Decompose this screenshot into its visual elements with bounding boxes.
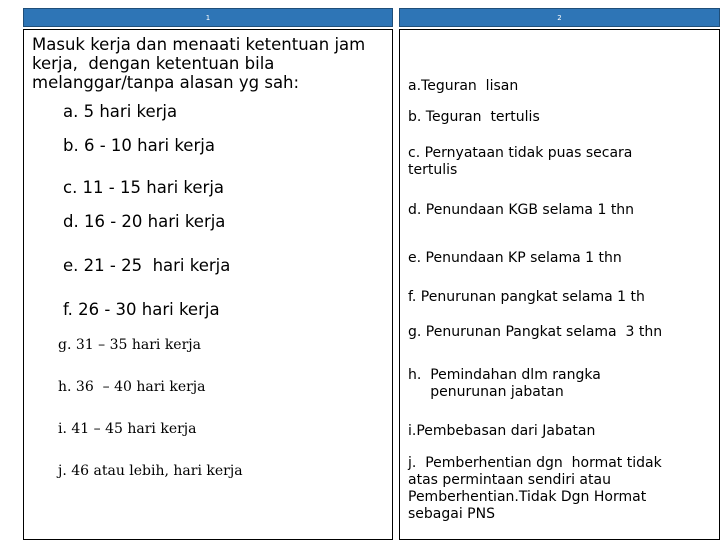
violation-item-h: h. 36 – 40 hari kerja — [58, 379, 206, 395]
sanction-item-g: g. Penurunan Pangkat selama 3 thn — [408, 324, 663, 340]
sanction-item-h: h. Pemindahan dlm rangka — [408, 367, 601, 383]
violation-item-j: j. 46 atau lebih, hari kerja — [58, 463, 243, 479]
violation-column — [23, 29, 393, 540]
sanction-item-j-line2: atas permintaan sendiri atau — [408, 472, 611, 488]
sanction-item-e: e. Penundaan KP selama 1 thn — [408, 250, 622, 266]
sanction-item-j: j. Pemberhentian dgn hormat tidak — [408, 455, 662, 471]
sanction-item-i: i.Pembebasan dari Jabatan — [408, 423, 596, 439]
punishment-table — [23, 8, 720, 540]
violation-item-a: a. 5 hari kerja — [63, 102, 178, 121]
column-header-2: 2 — [399, 8, 720, 27]
intro-line: melanggar/tanpa alasan yg sah: — [32, 73, 300, 92]
violation-item-i: i. 41 – 45 hari kerja — [58, 421, 197, 437]
sanction-item-j-line3: Pemberhentian.Tidak Dgn Hormat — [408, 489, 647, 505]
violation-item-c: c. 11 - 15 hari kerja — [63, 178, 225, 197]
sanction-item-f: f. Penurunan pangkat selama 1 th — [408, 289, 645, 305]
violation-item-d: d. 16 - 20 hari kerja — [63, 212, 226, 231]
column-header-1: 1 — [23, 8, 393, 27]
sanction-item-c-line2: tertulis — [408, 162, 458, 178]
sanction-item-j-line4: sebagai PNS — [408, 506, 495, 522]
violation-item-f: f. 26 - 30 hari kerja — [63, 300, 220, 319]
intro-line: Masuk kerja dan menaati ketentuan jam — [32, 35, 366, 54]
sanction-column — [399, 29, 720, 540]
violation-item-b: b. 6 - 10 hari kerja — [63, 136, 215, 155]
intro-line: kerja, dengan ketentuan bila — [32, 54, 275, 73]
sanction-item-c: c. Pernyataan tidak puas secara — [408, 145, 633, 161]
sanction-item-a: a.Teguran lisan — [408, 78, 519, 94]
violation-item-g: g. 31 – 35 hari kerja — [58, 337, 201, 353]
violation-item-e: e. 21 - 25 hari kerja — [63, 256, 231, 275]
sanction-item-b: b. Teguran tertulis — [408, 109, 540, 125]
sanction-item-d: d. Penundaan KGB selama 1 thn — [408, 202, 635, 218]
sanction-item-h-line2: penurunan jabatan — [408, 384, 564, 400]
